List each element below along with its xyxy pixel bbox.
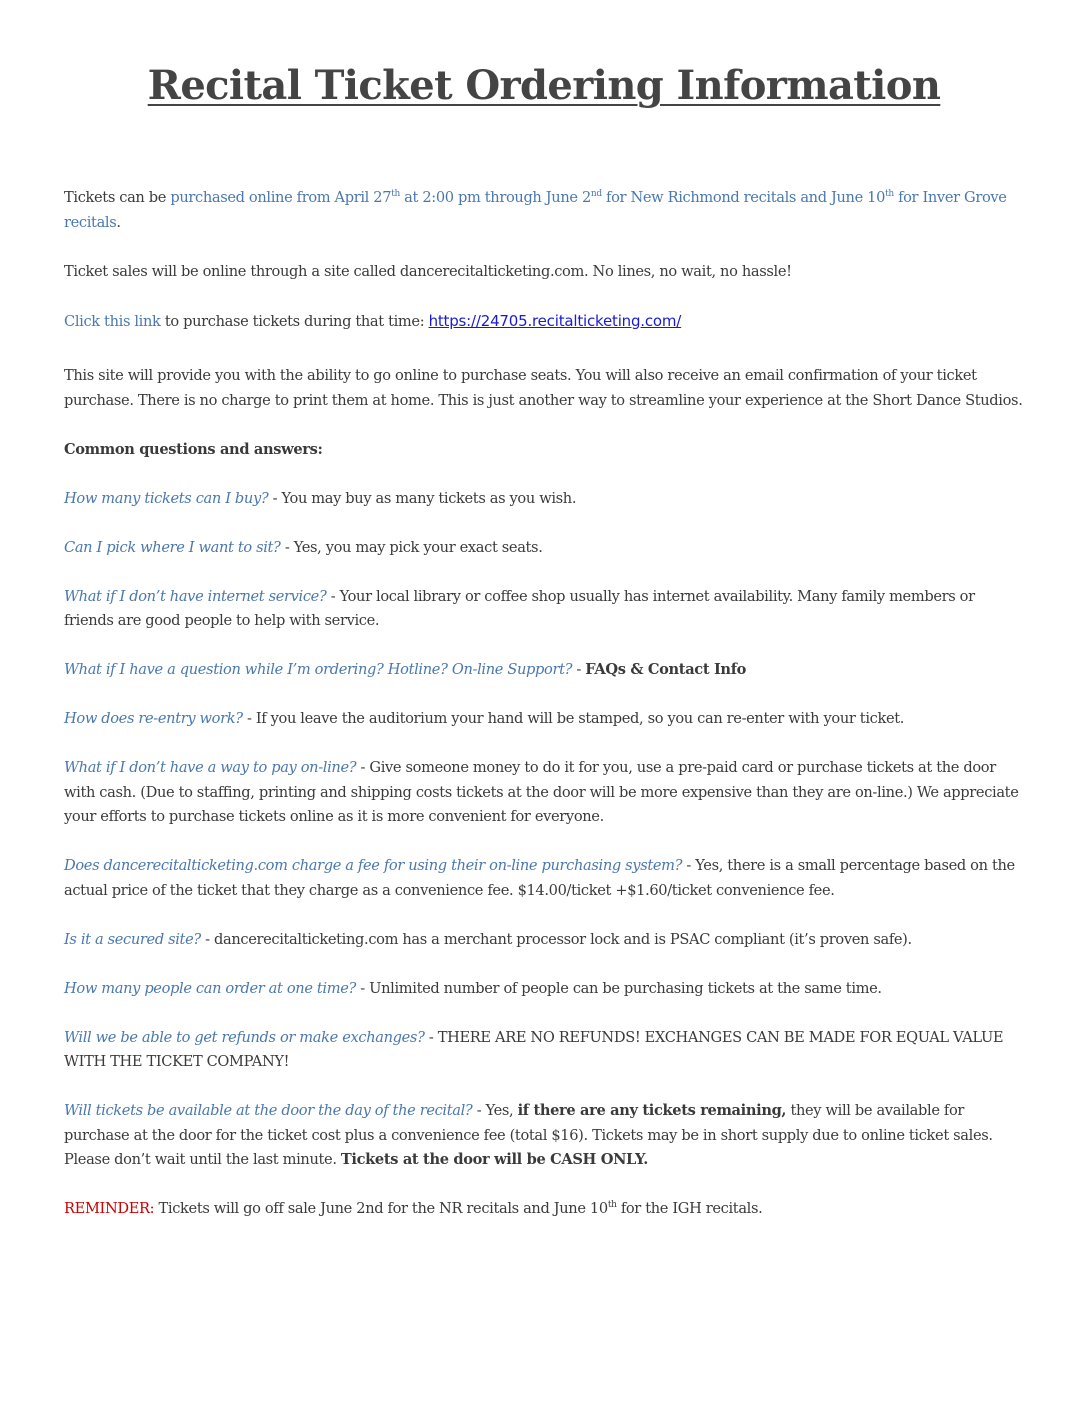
- link-paragraph: [64, 309, 1026, 335]
- faq-question: What if I don’t have a way to pay on-line?: [64, 759, 357, 776]
- reminder-paragraph: [64, 1197, 1026, 1222]
- faq-answer: - You may buy as many tickets as you wish.: [268, 489, 577, 507]
- faq-item: [64, 1026, 1026, 1075]
- ticket-site-paragraph: Ticket sales will be online through a site called dancerecitalticketing.com. No lines, no wait, no hassle!: [64, 262, 792, 280]
- faq-item: [64, 928, 1026, 953]
- faq-item: [64, 585, 1026, 634]
- faq-item: [64, 756, 1026, 830]
- faq-answer: - Unlimited number of people can be purchasing tickets at the same time.: [355, 979, 882, 997]
- faq-answer: - Yes, you may pick your exact seats.: [280, 538, 543, 556]
- superscript: th: [391, 189, 400, 199]
- faq-answer-emphasis: Tickets at the door will be CASH ONLY.: [340, 1151, 648, 1168]
- faq-question: Does dancerecitalticketing.com charge a fee for using their on-line purchasing system?: [64, 857, 683, 874]
- site-info-paragraph: This site will provide you with the ability to go online to purchase seats. You will also receive an email confirmation of your ticket purchase. There is no charge to print them at home. This is just another way to streamline your experience at the Short Dance Studios.: [64, 367, 1023, 409]
- faq-question: Can I pick where I want to sit?: [64, 538, 281, 556]
- faq-question: Will we be able to get refunds or make exchanges?: [64, 1028, 425, 1046]
- faq-question: Will tickets be available at the door the day of the recital?: [64, 1102, 473, 1119]
- faq-answer: - Your local library or coffee shop usually has internet availability. Many family members or friends are good people to help with service.: [64, 587, 975, 629]
- sale-dates-part: for New Richmond recitals and June 10: [601, 189, 886, 206]
- faq-item: [64, 977, 1026, 1002]
- faq-item-door: [64, 1099, 1026, 1173]
- faq-question: How does re-entry work?: [64, 710, 243, 727]
- faq-answer: - Yes,: [472, 1102, 518, 1119]
- faq-item: [64, 854, 1026, 903]
- faq-contact-info-link[interactable]: FAQs & Contact Info: [585, 661, 747, 678]
- page-title: Recital Ticket Ordering Information: [147, 62, 941, 109]
- faq-item: [64, 487, 1026, 512]
- sale-dates-part: purchased online from April 27: [170, 189, 392, 206]
- faq-answer: - Give someone money to do it for you, use a pre-paid card or purchase tickets at the door with cash. (Due to staffing, printing and shipping costs tickets at the door will be more expensive than they are on-line.) We appreciate your efforts to purchase tickets online as it is more convenient for everyone.: [64, 759, 1019, 825]
- sale-dates-part: for Inver Grove recitals: [64, 189, 1007, 231]
- document-body: [64, 186, 1026, 1246]
- faq-answer: they will be available for purchase at the door for the ticket cost plus a convenience fee (total $16). Tickets may be in short supply due to online ticket sales. Please don’t wait until the last minute.: [64, 1102, 993, 1168]
- reminder-text: for the IGH recitals.: [616, 1200, 763, 1217]
- link-intro-text: to purchase tickets during that time:: [160, 312, 429, 330]
- click-link-label[interactable]: Click this link: [64, 312, 161, 330]
- faq-question: What if I have a question while I’m ordering? Hotline? On-line Support?: [64, 661, 573, 678]
- faq-item: [64, 658, 1026, 683]
- faq-answer: - Yes, there is a small percentage based on the actual price of the ticket that they charge as a convenience fee. $14.00/ticket +$1.60/ticket convenience fee.: [64, 857, 1015, 899]
- faq-answer: -: [572, 661, 586, 678]
- faq-question: How many people can order at one time?: [64, 979, 356, 997]
- faq-item: [64, 707, 1026, 732]
- ticketing-url-link[interactable]: https://24705.recitalticketing.com/: [428, 311, 682, 330]
- faq-heading: Common questions and answers:: [64, 440, 323, 458]
- superscript: th: [885, 189, 894, 199]
- intro-period: .: [116, 213, 121, 231]
- sale-dates-part: at 2:00 pm through June 2: [399, 189, 591, 206]
- reminder-label: REMINDER:: [64, 1200, 155, 1217]
- superscript: nd: [590, 189, 602, 199]
- faq-answer: - If you leave the auditorium your hand will be stamped, so you can re-enter with your ticket.: [242, 710, 905, 727]
- faq-answer-emphasis: if there are any tickets remaining,: [517, 1102, 787, 1119]
- faq-question: Is it a secured site?: [64, 930, 201, 948]
- intro-text: Tickets can be: [64, 189, 171, 206]
- faq-answer: - THERE ARE NO REFUNDS! EXCHANGES CAN BE MADE FOR EQUAL VALUE WITH THE TICKET COMPANY!: [64, 1028, 1004, 1070]
- reminder-text: Tickets will go off sale June 2nd for the NR recitals and June 10: [154, 1200, 608, 1217]
- faq-question: What if I don’t have internet service?: [64, 587, 327, 605]
- faq-item: [64, 536, 1026, 561]
- intro-paragraph: [64, 186, 1026, 235]
- sale-dates-text: [64, 189, 1007, 231]
- superscript: th: [607, 1200, 617, 1210]
- faq-question: How many tickets can I buy?: [64, 489, 269, 507]
- faq-answer: - dancerecitalticketing.com has a merchant processor lock and is PSAC compliant (it’s proven safe).: [200, 930, 912, 948]
